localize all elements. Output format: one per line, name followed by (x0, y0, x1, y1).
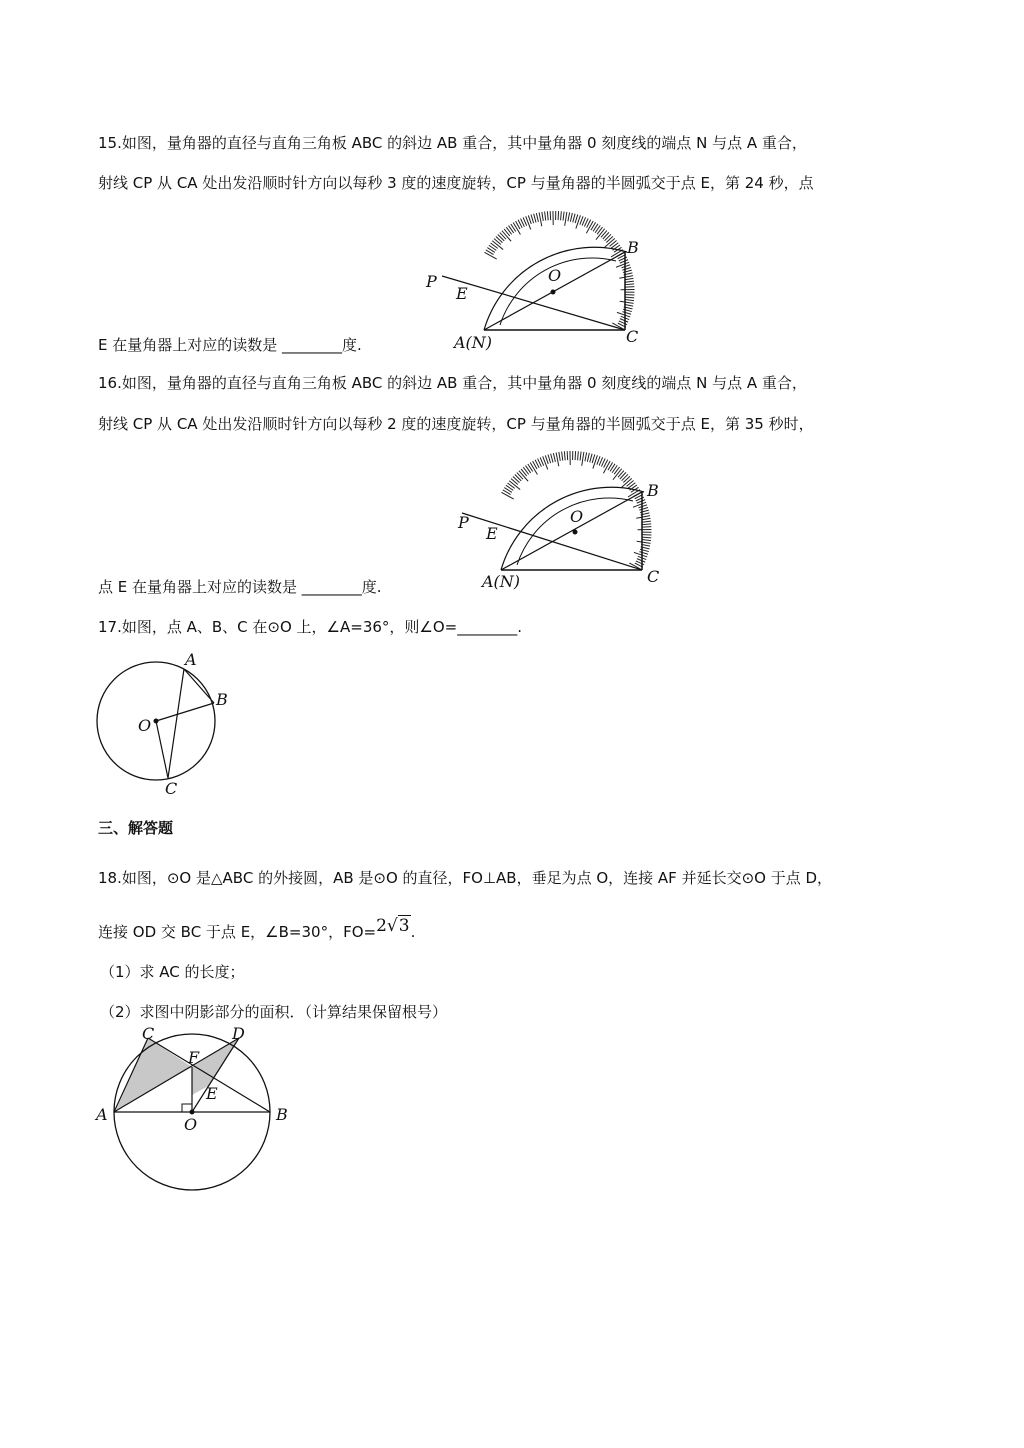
protractor-tick (622, 474, 628, 480)
protractor-tick (562, 452, 563, 461)
q15-label-a: A(N) (454, 333, 493, 352)
q18-shaded-region-left (116, 1038, 192, 1110)
protractor-tick (642, 537, 651, 538)
q16-label-a: A(N) (482, 572, 521, 591)
protractor-tick (642, 521, 651, 522)
protractor-tick (531, 215, 534, 224)
q17-radius-ob (156, 703, 214, 721)
protractor-tick (587, 453, 589, 462)
protractor-tick (622, 267, 631, 270)
protractor-tick (515, 475, 521, 481)
protractor-tick (620, 301, 634, 303)
protractor-tick (573, 214, 575, 223)
q18-label-f: F (188, 1048, 200, 1067)
q17-label-c: C (165, 779, 178, 798)
protractor-tick (619, 276, 633, 279)
protractor-tick (637, 541, 651, 543)
protractor-tick (642, 518, 651, 519)
q18-label-a: A (96, 1105, 108, 1124)
protractor-tick (582, 452, 584, 466)
q16-label-c: C (647, 567, 660, 586)
q15-label-c: C (626, 327, 639, 346)
protractor-tick (580, 452, 581, 461)
protractor-tick (568, 212, 570, 221)
protractor-tick (639, 507, 648, 510)
protractor-tick (633, 502, 646, 507)
q15-label-e: E (456, 284, 468, 303)
protractor-tick (548, 455, 551, 464)
protractor-tick (542, 212, 543, 221)
q16-line-2: 射线 CP 从 CA 处出发沿顺时针方向以每秒 2 度的速度旋转，CP 与量角器的半圆弧交于点 E，第 35 秒时， (98, 415, 814, 433)
q18-center-point (190, 1110, 195, 1115)
q16-line-1: 16.如图，量角器的直径与直角三角板 ABC 的斜边 AB 重合，其中量角器 0 刻度线的端点 N 与点 A 重合， (98, 374, 807, 392)
protractor-tick (539, 212, 542, 226)
q16-protractor-figure (448, 445, 678, 595)
q18-fo-value (376, 916, 411, 936)
protractor-tick (636, 516, 650, 519)
protractor-tick (625, 278, 634, 279)
protractor-tick (536, 213, 538, 222)
protractor-tick (642, 524, 651, 525)
protractor-tick (625, 281, 634, 282)
protractor-tick (565, 212, 567, 226)
protractor-tick (551, 454, 553, 463)
q16-label-p: P (458, 513, 469, 532)
q17-label-b: B (216, 690, 228, 709)
q15-line-3: E 在量角器上对应的读数是 ________度. (98, 336, 362, 354)
protractor-tick (639, 505, 648, 508)
protractor-tick (528, 215, 531, 224)
q18-line-2-end: . (410, 923, 416, 941)
q18-fo-coefficient: 2 (376, 916, 387, 936)
protractor-tick (622, 312, 631, 315)
q15-label-b: B (627, 238, 639, 257)
protractor-tick (585, 452, 587, 461)
q18-label-e: E (206, 1084, 218, 1103)
protractor-tick (642, 540, 651, 541)
q16-label-e: E (486, 524, 498, 543)
protractor-tick (639, 552, 648, 555)
section-3-heading: 三、解答题 (98, 819, 174, 837)
q18-label-o: O (184, 1115, 198, 1134)
protractor-tick (543, 456, 548, 469)
q17-circle-figure (90, 648, 240, 798)
q17-chord-ab (184, 669, 214, 703)
protractor-tick (625, 284, 634, 285)
q18-line-2 (98, 916, 416, 942)
q18-subquestion-1: （1）求 AC 的长度； (100, 963, 245, 981)
protractor-tick (526, 216, 531, 229)
q16-label-o: O (570, 507, 584, 526)
protractor-tick (563, 212, 564, 221)
q15-protractor-figure (420, 205, 650, 355)
q17-label-a: A (185, 650, 197, 669)
q17-center-point (154, 719, 159, 724)
q18-label-d: D (232, 1024, 245, 1043)
q17-line-1: 17.如图，点 A、B、C 在⊙O 上，∠A=36°，则∠O=________. (98, 618, 523, 636)
q17-radius-oc (156, 721, 168, 778)
protractor-tick (625, 297, 634, 298)
q18-label-b: B (276, 1105, 288, 1124)
protractor-tick (578, 451, 579, 460)
q18-sqrt-symbol: √ (386, 916, 398, 936)
q15-center-point (551, 290, 556, 295)
q16-line-3: 点 E 在量角器上对应的读数是 ________度. (98, 578, 382, 596)
protractor-tick (605, 234, 611, 240)
protractor-tick (547, 211, 548, 220)
q18-line-1: 18.如图，⊙O 是△ABC 的外接圆，AB 是⊙O 的直径，FO⊥AB，垂足为点 O，连接 AF 并延长交⊙O 于点 D， (98, 869, 833, 887)
protractor-tick (501, 492, 513, 499)
q15-label-p: P (426, 272, 437, 291)
q15-line-2: 射线 CP 从 CA 处出发沿顺时针方向以每秒 3 度的速度旋转，CP 与量角器的半圆弧交于点 E，第 24 秒，点 (98, 174, 814, 192)
protractor-tick (545, 455, 548, 464)
q15-ray-cp (442, 276, 625, 330)
protractor-tick (622, 265, 631, 268)
protractor-tick (534, 214, 536, 223)
protractor-tick (590, 454, 592, 463)
q16-label-b: B (647, 481, 659, 500)
protractor-tick (575, 214, 578, 223)
q16-hypotenuse-ab (501, 492, 642, 570)
q15-line-1: 15.如图，量角器的直径与直角三角板 ABC 的斜边 AB 重合，其中量角器 0 刻度线的端点 N 与点 A 重合， (98, 134, 807, 152)
q18-label-c: C (142, 1024, 155, 1043)
q17-label-o: O (138, 716, 152, 735)
protractor-tick (570, 213, 572, 222)
protractor-tick (616, 262, 629, 267)
q18-fo-radicand: 3 (398, 916, 410, 936)
protractor-tick (564, 451, 565, 460)
protractor-tick (561, 211, 562, 220)
protractor-tick (559, 452, 560, 461)
protractor-tick (484, 252, 496, 259)
q18-line-2-text: 连接 OD 交 BC 于点 E，∠B=30°，FO= (98, 923, 377, 941)
protractor-tick (545, 212, 546, 221)
protractor-tick (498, 235, 504, 241)
q18-circle-figure (90, 1025, 300, 1205)
q16-center-point (573, 530, 578, 535)
protractor-tick (556, 452, 559, 466)
protractor-tick (625, 300, 634, 301)
protractor-tick (553, 453, 555, 462)
q15-label-o: O (548, 266, 562, 285)
protractor-tick (592, 454, 595, 463)
q17-chord-ac (168, 669, 184, 778)
q18-subquestion-2: （2）求图中阴影部分的面积．（计算结果保留根号） (100, 1003, 448, 1021)
